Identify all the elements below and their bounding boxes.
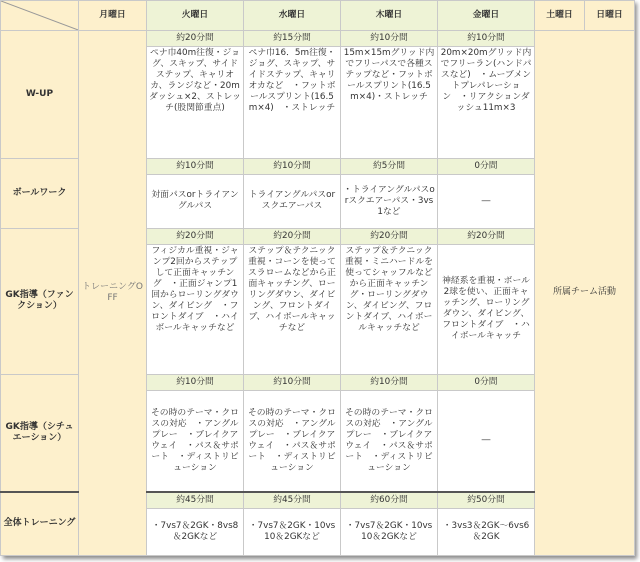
team-time-tue: 約45分間 [147, 492, 244, 509]
wup-time-row [1, 30, 635, 46]
ball-time-thu: 約5分間 [341, 159, 438, 175]
header-wednesday: 水曜日 [244, 1, 341, 31]
team-content-thu: ・7vs7＆2GK・10vs10＆2GKなど [341, 508, 438, 555]
monday-off-cell [79, 30, 147, 555]
team-time-fri: 約50分間 [438, 492, 535, 509]
gks-time-thu: 約10分間 [341, 374, 438, 390]
wup-content-wed: ペナ巾16．5m往復・ジョグ、スキップ、サイドステップ、キャリオカなど ・フットボールスプリント(16.5m×4) ・ストレッチ [244, 46, 341, 158]
gks-time-wed: 約10分間 [244, 374, 341, 390]
ball-time-tue: 約10分間 [147, 159, 244, 175]
gks-content-tue: その時のテーマ・クロスの対応 ・アングルプレー ・ブレイクアウェイ ・パス＆サポート ・ディストリビューション [147, 390, 244, 491]
weekend-team-cell [535, 30, 635, 555]
gkf-content-thu: ステップ＆テクニック重視・ミニハードルを使ってシャッフルなどから正面キャッチング・ローリングダウン、ダイビング、フロントダイブ、ハイボールキャッチなど [341, 244, 438, 374]
ball-content-wed: トライアングルパスorスクエアーパス [244, 175, 341, 228]
gks-content-fri: ― [438, 390, 535, 491]
wup-time-tue: 約20分間 [147, 30, 244, 46]
gks-content-wed: その時のテーマ・クロスの対応 ・アングルプレー ・ブレイクアウェイ ・パス＆サポート ・ディストリビューション [244, 390, 341, 491]
wup-time-thu: 約10分間 [341, 30, 438, 46]
team-time-wed: 約45分間 [244, 492, 341, 509]
ball-time-wed: 約10分間 [244, 159, 341, 175]
gks-content-thu: その時のテーマ・クロスの対応 ・アングルプレー ・ブレイクアウェイ ・パス＆サポート ・ディストリビューション [341, 390, 438, 491]
row-label-gk-situation: GK指導（シチュエーション） [1, 374, 79, 492]
row-label-ballwork: ボールワーク [1, 159, 79, 228]
wup-content-tue: ペナ巾40m往復・ジョグ、スキップ、サイドステップ、キャリオカ、ランジなど・20mダッシュ×2、ストレッチ(股関節重点) [147, 46, 244, 158]
ball-content-fri: ― [438, 175, 535, 228]
team-time-thu: 約60分間 [341, 492, 438, 509]
team-content-tue: ・7vs7＆2GK・8vs8＆2GKなど [147, 508, 244, 555]
row-label-wup: W-UP [1, 30, 79, 158]
gkf-time-thu: 約20分間 [341, 228, 438, 244]
gks-time-fri: 0分間 [438, 374, 535, 390]
diagonal-line-icon [1, 1, 78, 30]
header-friday: 金曜日 [438, 1, 535, 31]
ball-content-tue: 対面パスorトライアングルパス [147, 175, 244, 228]
header-tuesday: 火曜日 [147, 1, 244, 31]
row-label-team-training: 全体トレーニング [1, 492, 79, 556]
gkf-content-tue: フィジカル重視・ジャンプ2回からステップして正面キャッチング ・正面ジャンプ1回からローリングダウン、ダイビング ・フロントダイブ ・ハイボールキャッチなど [147, 244, 244, 374]
ball-content-thu: ・トライアングルパスorスクエアーパス・3vs1など [341, 175, 438, 228]
header-monday: 月曜日 [79, 1, 147, 31]
corner-cell [1, 1, 79, 31]
header-saturday: 土曜日 [535, 1, 585, 31]
header-thursday: 木曜日 [341, 1, 438, 31]
ball-time-fri: 0分間 [438, 159, 535, 175]
wup-content-thu: 15m×15mグリッド内でフリーパスで各種ステップなど・フットボールスプリント(16.5m×4)・ストレッチ [341, 46, 438, 158]
weekend-note: 所属チーム活動 [552, 287, 616, 298]
gkf-time-fri: 約20分間 [438, 228, 535, 244]
wup-time-fri: 約10分間 [438, 30, 535, 46]
header-sunday: 日曜日 [585, 1, 635, 31]
gkf-content-fri: 神経系を重視・ボール2球を使い、正面キャッチング、ローリングダウン、ダイビング、フロントダイブ ・ハイボールキャッチ [438, 244, 535, 374]
team-content-fri: ・3vs3＆2GK～6vs6＆2GK [438, 508, 535, 555]
team-content-wed: ・7vs7＆2GK・10vs10＆2GKなど [244, 508, 341, 555]
monday-note: トレーニングOFF [82, 281, 143, 303]
wup-content-fri: 20m×20mグリッド内でフリーラン(ハンドパスなど) ・ムーブメントプレパレーション ・リアクションダッシュ11m×3 [438, 46, 535, 158]
gkf-content-wed: ステップ＆テクニック重視・コーンを使ってスラロームなどから正面キャッチング、ローリングダウン、ダイビング、フロントダイブ、ハイボールキャッチなど [244, 244, 341, 374]
header-row [1, 1, 635, 31]
gkf-time-tue: 約20分間 [147, 228, 244, 244]
gks-time-tue: 約10分間 [147, 374, 244, 390]
gkf-time-wed: 約20分間 [244, 228, 341, 244]
wup-time-wed: 約15分間 [244, 30, 341, 46]
row-label-gk-function: GK指導（ファンクション） [1, 228, 79, 374]
